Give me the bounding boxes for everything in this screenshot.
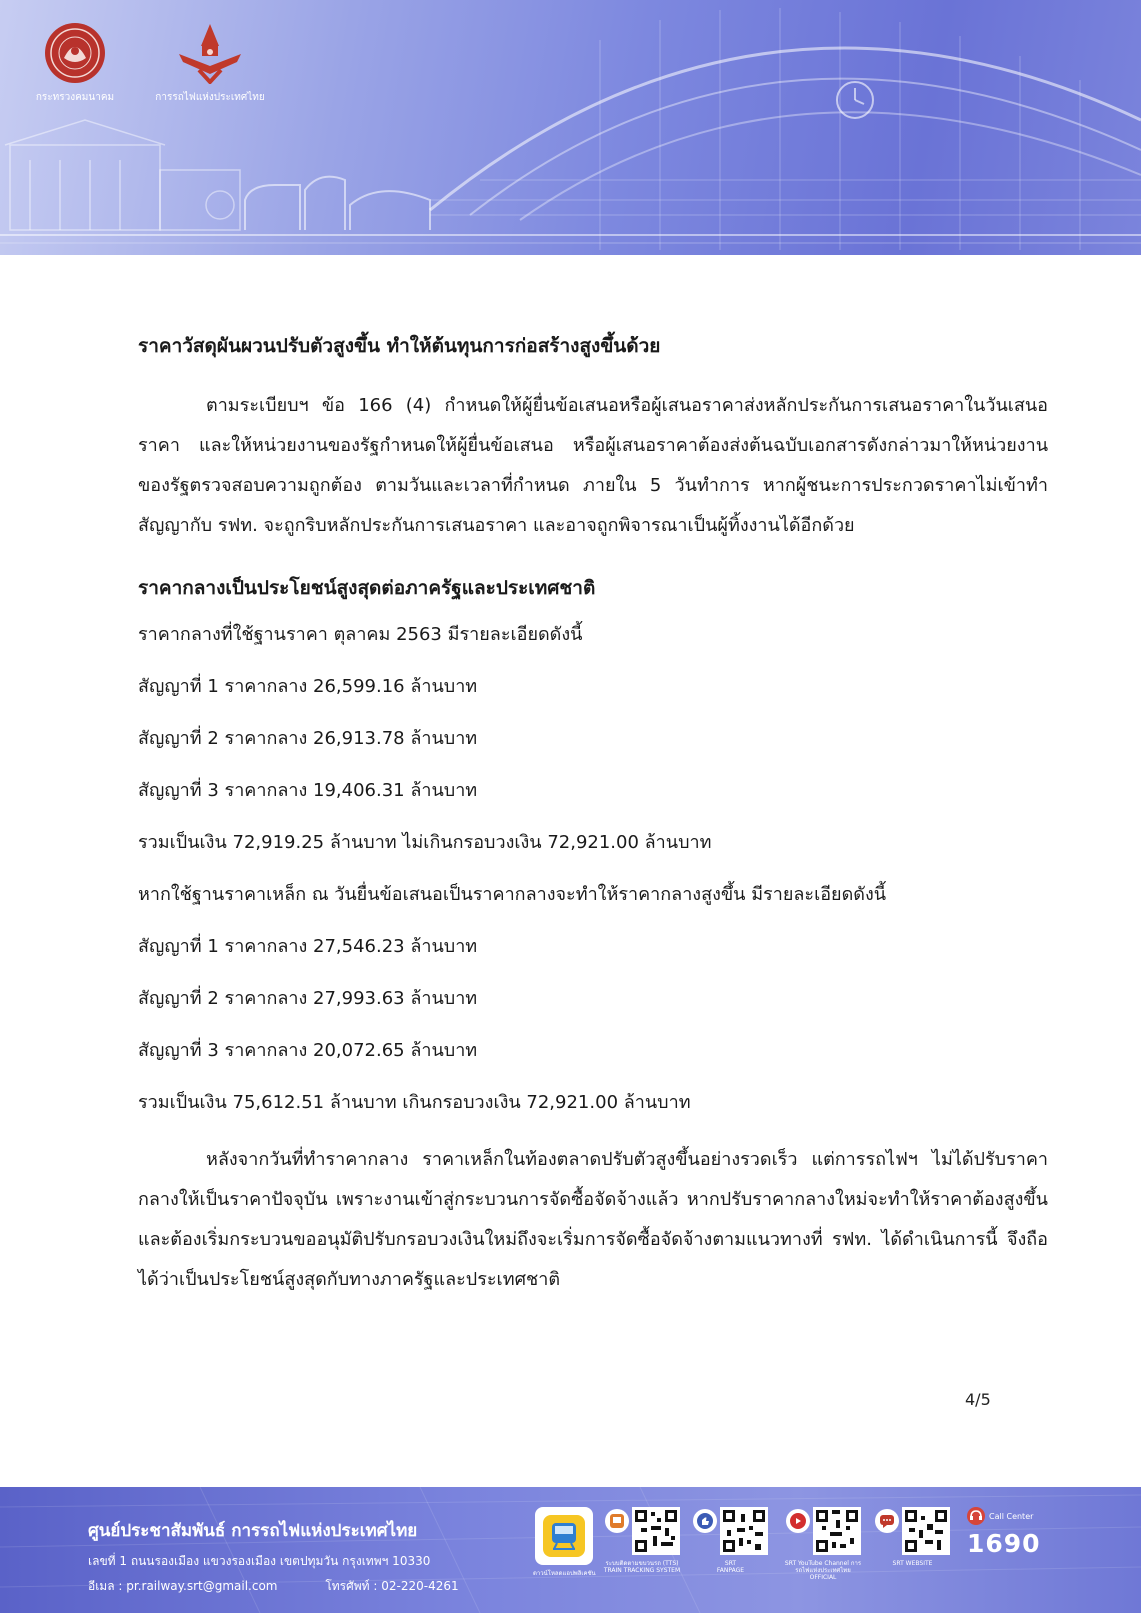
tts-icon bbox=[609, 1513, 625, 1529]
youtube-icon bbox=[790, 1513, 806, 1529]
tts-qr-code[interactable] bbox=[632, 1507, 680, 1555]
steel-total-price: รวมเป็นเงิน 75,612.51 ล้านบาท เกินกรอบวงเงิน 72,921.00 ล้านบาท bbox=[138, 1092, 691, 1113]
fanpage-qr-group[interactable] bbox=[693, 1507, 768, 1574]
paragraph-conclusion: หลังจากวันที่ทำราคากลาง ราคาเหล็กในท้องตลาดปรับตัวสูงขึ้นอย่างรวดเร็ว แต่การรถไฟฯ ไม่ได้ปรับราคากลางให้เป็นราคาปัจจุบัน เพราะงานเข้าสู่กระบวนการจัดซื้อจัดจ้างแล้ว หากปรับราคากลางใหม่จะทำให้ราคาต้องสูงขึ้นและต้องเริ่มกระบวนขออนุมัติปรับกรอบวงเงินใหม่ถึงจะเริ่มการจัดซื้อจัดจ้างตามแนวทางที่ รฟท. ได้ดำเนินการนี้ จึงถือได้ว่าเป็นประโยชน์สูงสุดกับทางภาครัฐและประเทศชาติ bbox=[138, 1149, 1048, 1290]
srt-emblem-icon bbox=[175, 22, 245, 84]
srt-logo bbox=[150, 22, 270, 105]
website-badge bbox=[875, 1509, 899, 1533]
section-heading-materials: ราคาวัสดุผันผวนปรับตัวสูงขึ้น ทำให้ต้นทุนการก่อสร้างสูงขึ้นด้วย bbox=[138, 335, 661, 357]
steel-contract-3-price: สัญญาที่ 3 ราคากลาง 20,072.65 ล้านบาท bbox=[138, 1040, 478, 1061]
page-number: 4/5 bbox=[965, 1390, 991, 1409]
website-qr-code[interactable] bbox=[902, 1507, 950, 1555]
steel-price-intro: หากใช้ฐานราคาเหล็ก ณ วันยื่นข้อเสนอเป็นราคากลางจะทำให้ราคากลางสูงขึ้น มีรายละเอียดดังนี้ bbox=[138, 884, 887, 905]
footer-email[interactable]: อีเมล : pr.railway.srt@gmail.com bbox=[88, 1579, 278, 1593]
median-price-intro: ราคากลางที่ใช้ฐานราคา ตุลาคม 2563 มีรายละเอียดดังนี้ bbox=[138, 624, 583, 645]
paragraph-regulation: ตามระเบียบฯ ข้อ 166 (4) กำหนดให้ผู้ยื่นข้อเสนอหรือผู้เสนอราคาส่งหลักประกันการเสนอราคาในวันเสนอราคา และให้หน่วยงานของรัฐกำหนดให้ผู้ยื่นข้อเสนอ หรือผู้เสนอราคาต้องส่งต้นฉบับเอกสารดังกล่าวมาให้หน่วยงานของรัฐตรวจสอบความถูกต้อง ตามวันและเวลาที่กำหนด ภายใน 5 วันทำการ หากผู้ชนะการประกวดราคาไม่เข้าทำสัญญากับ รฟท. จะถูกริบหลักประกันการเสนอราคา และอาจถูกพิจารณาเป็นผู้ทิ้งงานได้อีกด้วย bbox=[138, 395, 1048, 536]
steel-contract-2-price: สัญญาที่ 2 ราคากลาง 27,993.63 ล้านบาท bbox=[138, 988, 478, 1009]
youtube-caption: SRT YouTube Channel การรถไฟแห่งประเทศไทย OFFICIAL bbox=[784, 1560, 862, 1581]
footer-phone[interactable]: โทรศัพท์ : 02-220-4261 bbox=[325, 1579, 459, 1593]
tts-badge bbox=[605, 1509, 629, 1533]
train-app-icon bbox=[543, 1515, 585, 1557]
contract-1-price: สัญญาที่ 1 ราคากลาง 26,599.16 ล้านบาท bbox=[138, 676, 478, 697]
youtube-qr-code[interactable] bbox=[813, 1507, 861, 1555]
call-center-label: Call Center bbox=[989, 1511, 1034, 1521]
app-caption: ดาวน์โหลดแอปพลิเคชัน bbox=[533, 1570, 596, 1577]
qr-code-icon bbox=[635, 1510, 677, 1552]
qr-code-icon bbox=[723, 1510, 765, 1552]
qr-code-icon bbox=[816, 1510, 858, 1552]
website-caption: SRT WEBSITE bbox=[892, 1560, 933, 1567]
qr-code-icon bbox=[905, 1510, 947, 1552]
contract-3-price: สัญญาที่ 3 ราคากลาง 19,406.31 ล้านบาท bbox=[138, 780, 478, 801]
chat-bubble-icon bbox=[879, 1513, 895, 1529]
header-banner bbox=[0, 0, 1141, 255]
section-heading-median-price: ราคากลางเป็นประโยชน์สูงสุดต่อภาครัฐและประเทศชาติ bbox=[138, 577, 596, 599]
ministry-logo bbox=[30, 22, 120, 105]
footer-title: ศูนย์ประชาสัมพันธ์ การรถไฟแห่งประเทศไทย bbox=[88, 1521, 418, 1541]
ministry-label: กระทรวงคมนาคม bbox=[35, 92, 115, 103]
footer-contact bbox=[88, 1577, 503, 1596]
app-card[interactable] bbox=[535, 1507, 593, 1565]
headset-icon bbox=[967, 1507, 985, 1525]
website-qr-group[interactable] bbox=[875, 1507, 950, 1567]
app-download[interactable] bbox=[533, 1507, 596, 1577]
thumbs-up-icon bbox=[697, 1513, 713, 1529]
footer-address: เลขที่ 1 ถนนรองเมือง แขวงรองเมือง เขตปทุมวัน กรุงเทพฯ 10330 bbox=[88, 1554, 431, 1568]
fanpage-caption: SRT FANPAGE bbox=[716, 1560, 745, 1574]
fanpage-badge bbox=[693, 1509, 717, 1533]
call-center[interactable] bbox=[967, 1507, 1041, 1558]
steel-contract-1-price: สัญญาที่ 1 ราคากลาง 27,546.23 ล้านบาท bbox=[138, 936, 478, 957]
call-center-number[interactable]: 1690 bbox=[967, 1529, 1041, 1558]
total-price: รวมเป็นเงิน 72,919.25 ล้านบาท ไม่เกินกรอบวงเงิน 72,921.00 ล้านบาท bbox=[138, 832, 712, 853]
youtube-qr-group[interactable] bbox=[784, 1507, 862, 1581]
fanpage-qr-code[interactable] bbox=[720, 1507, 768, 1555]
tts-qr-group[interactable] bbox=[602, 1507, 682, 1574]
document-body bbox=[138, 330, 1048, 1300]
youtube-badge bbox=[786, 1509, 810, 1533]
footer bbox=[0, 1487, 1141, 1613]
srt-label: การรถไฟแห่งประเทศไทย bbox=[155, 92, 265, 103]
ministry-seal-icon bbox=[44, 22, 106, 84]
tts-caption: ระบบติดตามขบวนรถ (TTS) TRAIN TRACKING SYSTEM bbox=[603, 1560, 681, 1574]
contract-2-price: สัญญาที่ 2 ราคากลาง 26,913.78 ล้านบาท bbox=[138, 728, 478, 749]
